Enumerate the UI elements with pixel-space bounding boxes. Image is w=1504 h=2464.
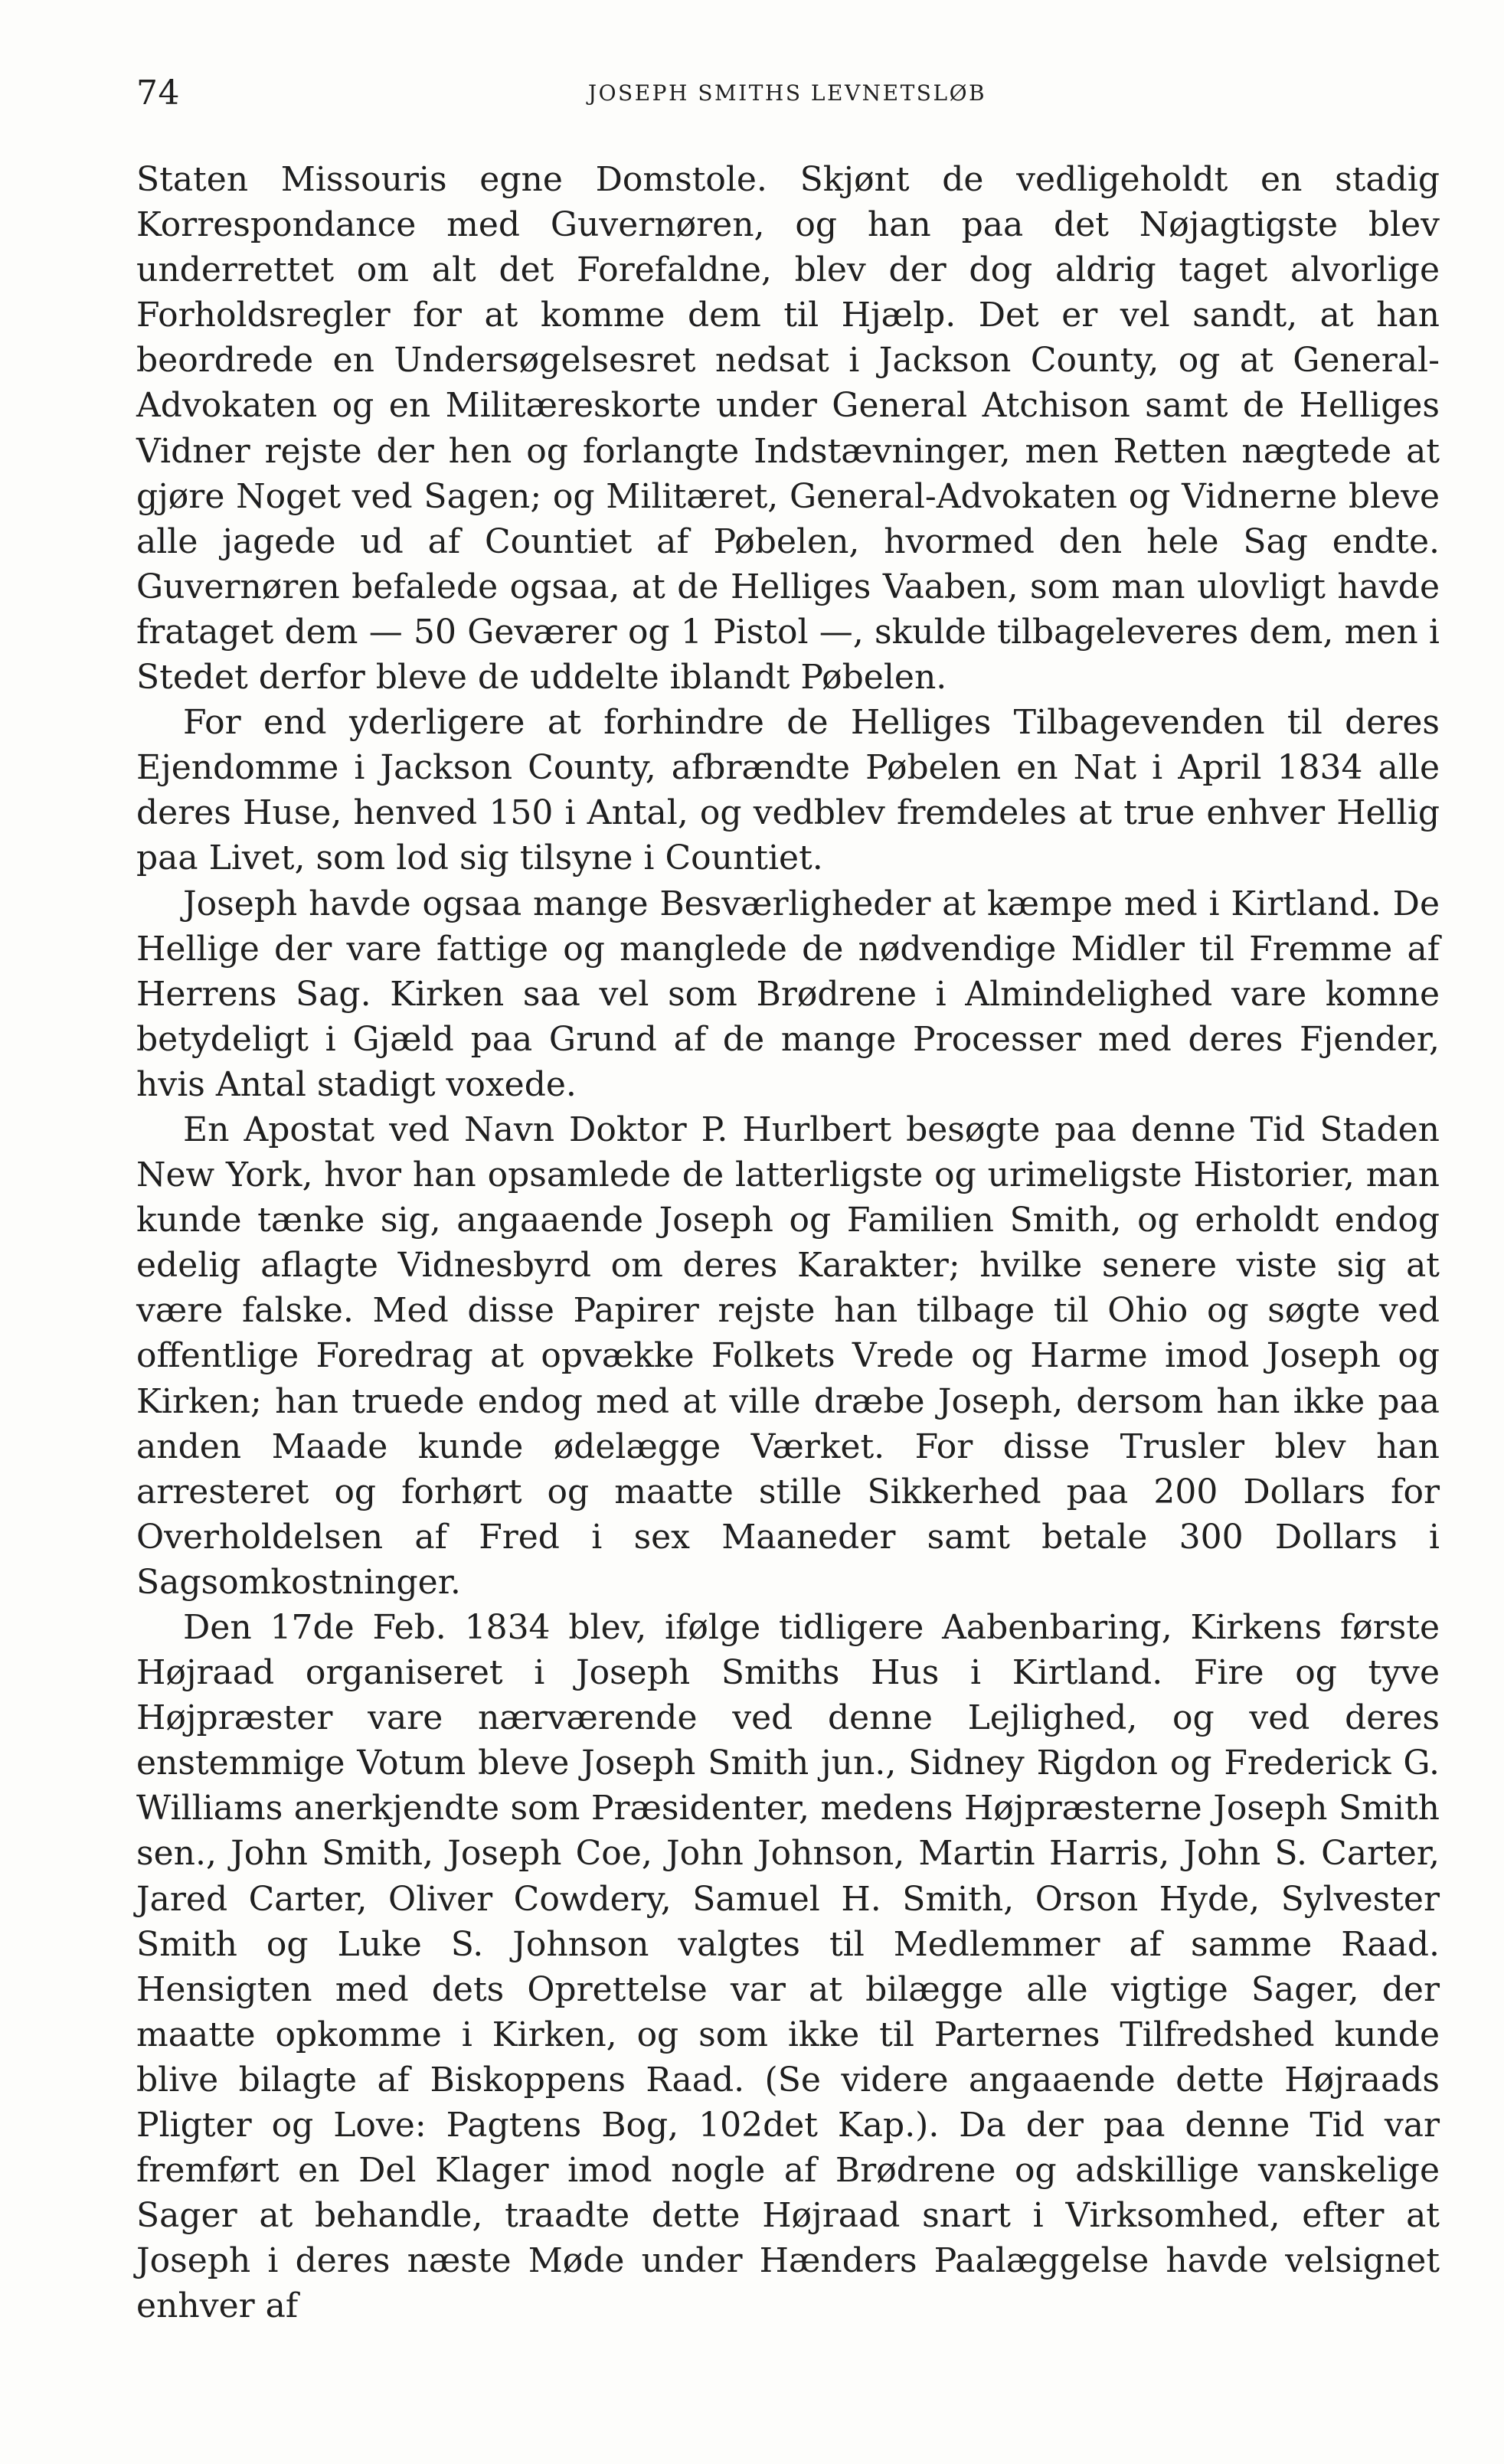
paragraph: Den 17de Feb. 1834 blev, ifølge tidligere Aabenbaring, Kirkens første Højraad organiseret i Joseph Smiths Hus i Kirtland. Fire og tyve Højpræster vare nærværende ved denne Lejlighed, og ved deres enstemmige Votum bleve Joseph Smith jun., Sidney Rigdon og Frederick G. Williams anerkjendte som Præsidenter, medens Højpræsterne Joseph Smith sen., John Smith, Joseph Coe, John Johnson, Martin Harris, John S. Carter, Jared Carter, Oliver Cowdery, Samuel H. Smith, Orson Hyde, Sylvester Smith og Luke S. Johnson valgtes til Medlemmer af samme Raad. Hensigten med dets Oprettelse var at bilægge alle vigtige Sager, der maatte opkomme i Kirken, og som ikke til Parternes Tilfredshed kunde blive bilagte af Biskoppens Raad. (Se videre angaaende dette Højraads Pligter og Love: Pagtens Bog, 102det Kap.). Da der paa denne Tid var fremført en Del Klager imod nogle af Brødrene og adskillige vanskelige Sager at behandle, traadte dette Højraad snart i Virksomhed, efter at Joseph i deres næste Møde under Hænders Paalæggelse havde velsignet enhver af — [136, 1608, 1440, 2326]
paragraph: For end yderligere at forhindre de Helliges Tilbagevenden til deres Ejendomme i Jackson County, afbrændte Pøbelen en Nat i April 1834 alle deres Huse, henved 150 i Antal, og vedblev fremdeles at true enhver Hellig paa Livet, som lod sig tilsyne i Countiet. — [136, 703, 1440, 878]
body-text — [136, 157, 1440, 2329]
paragraph: Joseph havde ogsaa mange Besværligheder at kæmpe med i Kirtland. De Hellige der vare fattige og manglede de nødvendige Midler til Fremme af Herrens Sag. Kirken saa vel som Brødrene i Almindelighed vare komne betydeligt i Gjæld paa Grund af de mange Processer med deres Fjender, hvis Antal stadigt voxede. — [136, 884, 1440, 1104]
page-header — [136, 70, 1438, 116]
paragraph: Staten Missouris egne Domstole. Skjønt de vedligeholdt en stadig Korrespondance med Guvernøren, og han paa det Nøjagtigste blev underrettet om alt det Forefaldne, blev der dog aldrig taget alvorlige Forholdsregler for at komme dem til Hjælp. Det er vel sandt, at han beordrede en Undersøgelsesret nedsat i Jackson County, og at General-Advokaten og en Militæreskorte under General Atchison samt de Helliges Vidner rejste der hen og forlangte Indstævninger, men Retten nægtede at gjøre Noget ved Sagen; og Militæret, General-Advokaten og Vidnerne bleve alle jagede ud af Countiet af Pøbelen, hvormed den hele Sag endte. Guvernøren befalede ogsaa, at de Helliges Vaaben, som man ulovligt havde frataget dem — 50 Geværer og 1 Pistol —, skulde tilbageleveres dem, men i Stedet derfor bleve de uddelte iblandt Pøbelen. — [136, 160, 1440, 698]
page-number: 74 — [136, 74, 180, 113]
paragraph: En Apostat ved Navn Doktor P. Hurlbert besøgte paa denne Tid Staden New York, hvor han opsamlede de latterligste og urimeligste Historier, man kunde tænke sig, angaaende Joseph og Familien Smith, og erholdt endog edelig aflagte Vidnesbyrd om deres Karakter; hvilke senere viste sig at være falske. Med disse Papirer rejste han tilbage til Ohio og søgte ved offentlige Foredrag at opvække Folkets Vrede og Harme imod Joseph og Kirken; han truede endog med at ville dræbe Joseph, dersom han ikke paa anden Maade kunde ødelægge Værket. For disse Trusler blev han arresteret og forhørt og maatte stille Sikkerhed paa 200 Dollars for Overholdelsen af Fred i sex Maaneder samt betale 300 Dollars i Sagsomkostninger. — [136, 1109, 1440, 1602]
running-head: JOSEPH SMITHS LEVNETSLØB — [587, 80, 987, 106]
